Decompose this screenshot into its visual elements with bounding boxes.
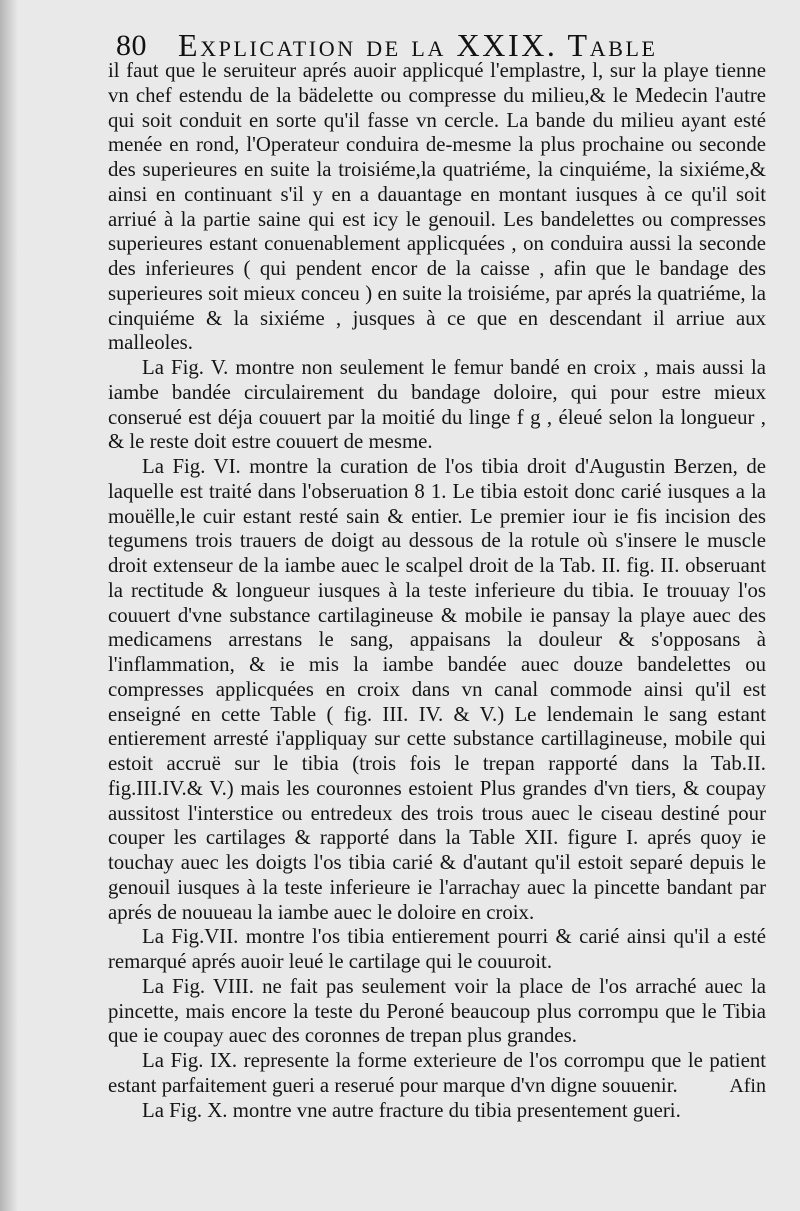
running-title: Explication de la XXIX. Table [178,27,658,63]
body-text [108,59,766,1123]
binding-shadow [0,0,18,1211]
paragraph-bandage-continuation: il faut que le seruiteur aprés auoir applicqué l'emplastre, l, sur la playe tienne vn chef estendu de la bädelette ou compresse du milieu,& le Medecin l'autre qui soit conduit en sorte qu'il fasse vn cercle. La bande du milieu ayant esté menée en rond, l'Operateur conduira de-mesme la plus prochaine ou seconde des superieures en suite la troisiéme,la quatriéme, la cinquiéme, la sixiéme,& ainsi en continuant s'il y en a dauantage en montant iusques à ce qu'il soit arriué à la partie saine qui est icy le genouil. Les bandelettes ou compresses superieures estant conuenablement applicquées , on conduira aussi la seconde des inferieures ( qui pendent encor de la caisse , afin que le bandage des superieures soit mieux conceu ) en suite la troisiéme, par aprés la quatriéme, la cinquiéme & la sixiéme , jusques à ce que en descendant il arriue aux malleoles. [108,59,766,355]
paragraph-fig-vii: La Fig.VII. montre l'os tibia entierement pourri & carié ainsi qu'il a esté remarqué aprés auoir leué le cartilage qui le couuroit. [108,925,766,973]
page-header [116,28,770,62]
paragraph-fig-v: La Fig. V. montre non seulement le femur bandé en croix , mais aussi la iambe bandée circulairement du bandage doloire, qui pour estre mieux conserué est déja couuert par la moitié du linge f g , éleué selon la longueur , & le reste doit estre couuert de mesme. [108,356,766,454]
paragraph-fig-ix: La Fig. IX. represente la forme exterieure de l'os corrompu que le patient estant parfaitement gueri a reserué pour marque d'vn digne souuenir. [108,1049,766,1097]
paragraph-fig-vi: La Fig. VI. montre la curation de l'os tibia droit d'Augustin Berzen, de laquelle est traité dans l'obseruation 8 1. Le tibia estoit donc carié iusques a la mouëlle,le cuir estant resté sain & entier. Le premier iour ie fis incision des tegumens trois trauers de doigt au dessous de la rotule où s'insere le muscle droit extenseur de la iambe auec le scalpel droit de la Tab. II. fig. II. obseruant la rectitude & longueur iusques à la teste inferieure du tibia. Ie trouuay l'os couuert d'vne substance cartilagineuse & mobile ie pansay la playe auec des medicamens arrestans le sang, appaisans la douleur & s'opposans à l'inflammation, & ie mis la iambe bandée auec douze bandelettes ou compresses applicquées en croix dans vn canal commode ainsi qu'il est enseigné en cette Table ( fig. III. IV. & V.) Le lendemain le sang estant entierement arresté i'appliquay sur cette substance cartillagineuse, mobile qui estoit accruë sur le tibia (trois fois le trepan rapporté dans la Tab.II. fig.III.IV.& V.) mais les couronnes estoient Plus grandes d'vn tiers, & coupay aussitost l'interstice ou entredeux des trois trous auec le ciseau destiné pour couper les cartilages & rapporté dans la Table XII. figure I. aprés quoy ie touchay auec les doigts l'os tibia carié & d'autant qu'il estoit separé depuis le genouil iusques à la teste inferieure ie l'arrachay auec la pincette bandant par aprés de nouueau la iambe auec le doloire en croix. [108,455,766,924]
page-number: 80 [116,29,147,62]
paragraph-fig-x: La Fig. X. montre vne autre fracture du tibia presentement gueri. [142,1098,681,1122]
paragraph-fig-viii: La Fig. VIII. ne fait pas seulement voir la place de l'os arraché auec la pincette, mais encore la teste du Peroné beaucoup plus corrompu que le Tibia que ie coupay auec des coronnes de trepan plus grandes. [108,974,766,1048]
catchword: Afin [729,1075,766,1097]
